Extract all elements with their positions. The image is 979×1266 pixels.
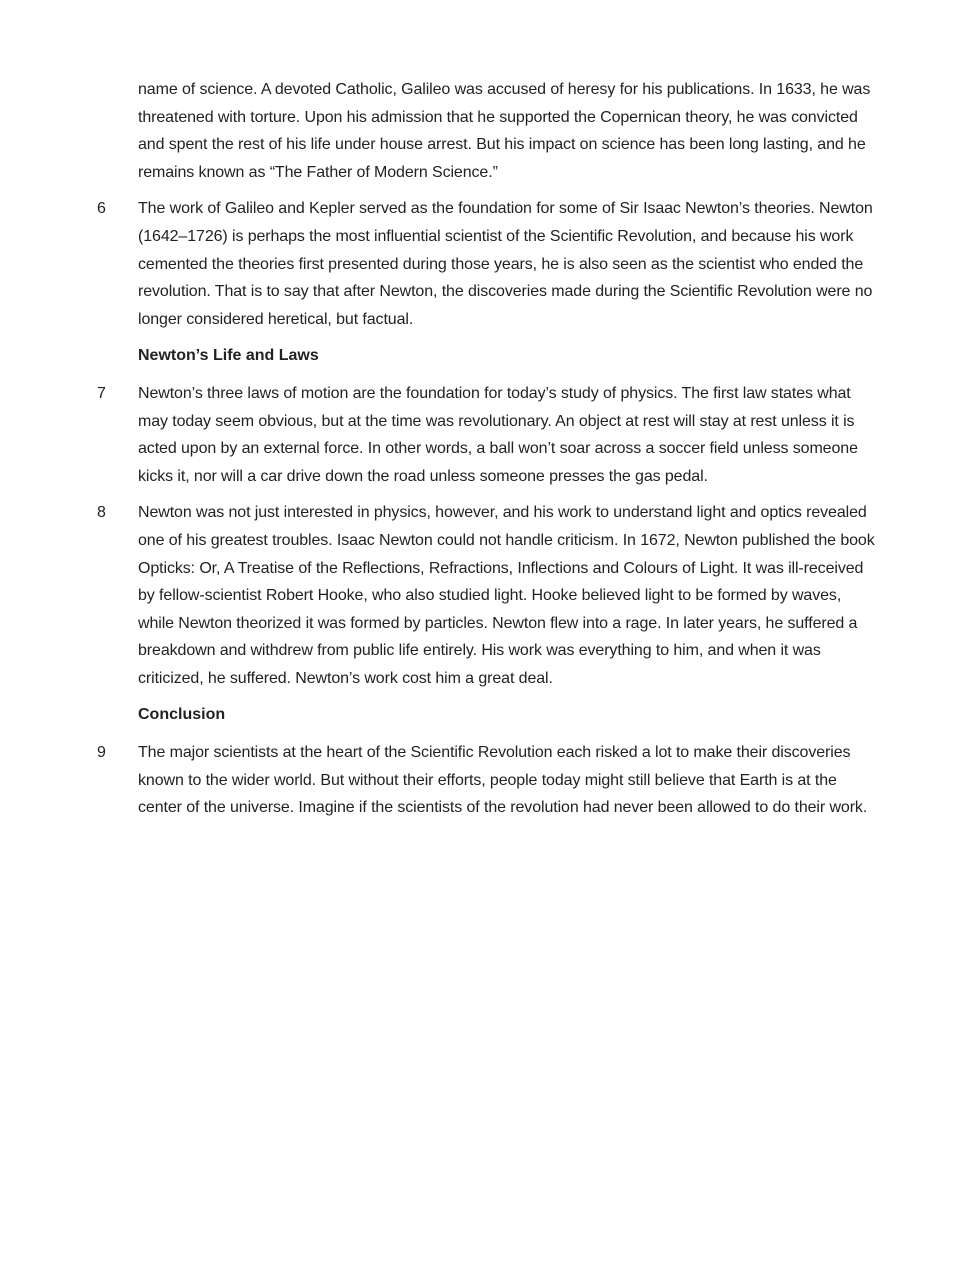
paragraph-6 (0, 195, 979, 333)
paragraph-5-continued (0, 76, 979, 186)
paragraph-text: Newton’s three laws of motion are the foundation for today’s study of physics. The first law states what may today seem obvious, but at the time was revolutionary. An object at rest will stay at rest unless it is acted upon by an external force. In other words, a ball won’t soar across a soccer field unless someone kicks it, nor will a car drive down the road unless someone presses the gas pedal. (138, 384, 858, 485)
paragraph-7 (0, 380, 979, 490)
paragraph-9 (0, 739, 979, 822)
paragraph-8 (0, 499, 979, 692)
paragraph-number: 9 (97, 744, 106, 762)
paragraph-text: The work of Galileo and Kepler served as the foundation for some of Sir Isaac Newton’s theories. Newton (1642–1726) is perhaps the most influential scientist of the Scientific Revolution, and because his work cemented the theories first presented during those years, he is also seen as the scientist who ended the revolution. That is to say that after Newton, the discoveries made during the Scientific Revolution were no longer considered heretical, but factual. (138, 200, 873, 328)
paragraph-number: 7 (97, 384, 106, 402)
paragraph-text: The major scientists at the heart of the Scientific Revolution each risked a lot to make their discoveries known to the wider world. But without their efforts, people today might still believe that Earth is at the center of the universe. Imagine if the scientists of the revolution had never been allowed to do their work. (138, 744, 868, 817)
paragraph-number: 8 (97, 504, 106, 522)
article-body (0, 76, 979, 831)
section-heading-newtons-life-and-laws: Newton’s Life and Laws (138, 347, 319, 365)
paragraph-text: Newton was not just interested in physics, however, and his work to understand light and optics revealed one of his greatest troubles. Isaac Newton could not handle criticism. In 1672, Newton published the book Opticks: Or, A Treatise of the Reflections, Refractions, Inflections and Colours of Light. It was ill-received by fellow-scientist Robert Hooke, who also studied light. Hooke believed light to be formed by waves, while Newton theorized it was formed by particles. Newton flew into a rage. In later years, he suffered a breakdown and withdrew from public life entirely. His work was everything to him, and when it was criticized, he suffered. Newton’s work cost him a great deal. (138, 504, 875, 687)
section-heading-conclusion: Conclusion (138, 706, 226, 724)
paragraph-number: 6 (97, 200, 106, 218)
paragraph-text: name of science. A devoted Catholic, Galileo was accused of heresy for his publications. In 1633, he was threatened with torture. Upon his admission that he supported the Copernican theory, he was convicted and spent the rest of his life under house arrest. But his impact on science has been long lasting, and he remains known as “The Father of Modern Science.” (138, 81, 871, 181)
